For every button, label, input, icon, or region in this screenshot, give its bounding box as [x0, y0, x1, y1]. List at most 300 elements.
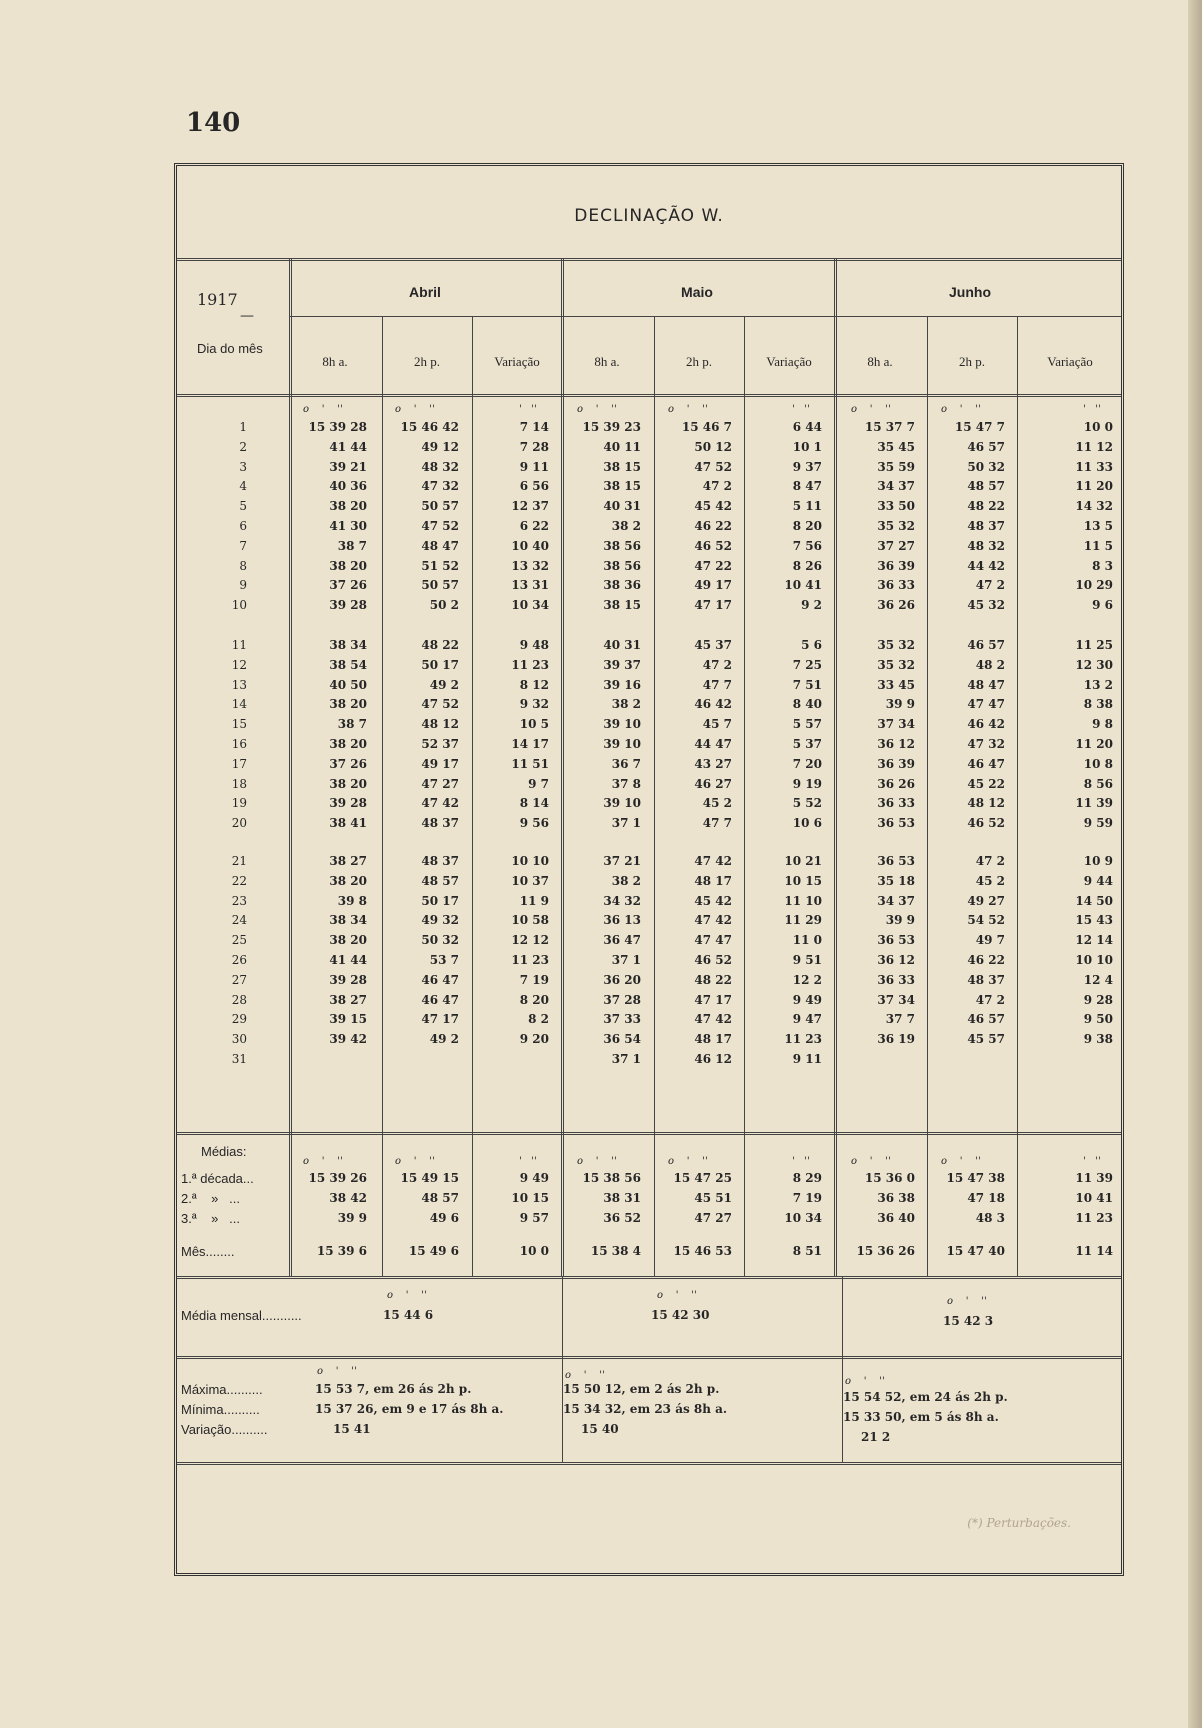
- cell-maio-a8: 36 7: [611, 756, 641, 771]
- cell-junho-a8: 36 53: [877, 816, 915, 831]
- cell-maio-a8: 36 13: [603, 913, 641, 928]
- media-abril-a8: 39 9: [337, 1211, 367, 1225]
- col-head-junho-2: Variação: [1047, 354, 1093, 369]
- cell-abril-p2: 49 17: [421, 756, 459, 771]
- cell-junho-p2: 47 47: [967, 697, 1005, 712]
- cell-abril-p2: 53 7: [429, 953, 459, 967]
- cell-maio-p2: 46 12: [694, 1052, 732, 1066]
- cell-abril-a8: 38 34: [329, 638, 367, 652]
- cell-maio-p2: 15 46 7: [681, 420, 732, 434]
- cell-maio-p2: 45 42: [694, 893, 732, 908]
- cell-maio-var: 8 47: [792, 479, 822, 494]
- cell-junho-p2: 46 57: [967, 638, 1005, 652]
- cell-abril-var: 7 19: [519, 972, 549, 987]
- media-junho-p2: 47 18: [967, 1191, 1005, 1205]
- cell-junho-var: 13 5: [1083, 519, 1113, 533]
- cell-abril-var: 10 58: [511, 913, 549, 928]
- cell-maio-var: 8 26: [792, 558, 822, 573]
- cell-junho-p2: 48 47: [967, 677, 1005, 692]
- cell-maio-var: 5 11: [792, 499, 822, 514]
- medias-unit-maio-2: ' '': [792, 1156, 810, 1167]
- table-frame: [174, 163, 1124, 1576]
- cell-abril-a8: 38 20: [329, 737, 367, 751]
- cell-abril-a8: 41 30: [329, 519, 367, 533]
- media-maio-a8: 15 38 4: [590, 1244, 641, 1258]
- cell-abril-a8: 38 7: [337, 717, 367, 732]
- cell-maio-var: 9 47: [792, 1012, 822, 1027]
- cell-maio-p2: 47 2: [702, 479, 732, 494]
- media-junho-p2: 48 3: [975, 1211, 1005, 1225]
- cell-abril-p2: 50 2: [429, 598, 459, 613]
- day-number: 13: [231, 677, 247, 692]
- mensal-bottom-rule: [177, 1356, 1121, 1359]
- day-number: 6: [239, 519, 247, 533]
- cell-junho-var: 9 8: [1092, 717, 1113, 732]
- cell-maio-p2: 45 2: [702, 796, 732, 811]
- cell-junho-var: 15 43: [1075, 913, 1113, 928]
- cell-abril-a8: 38 20: [329, 697, 367, 712]
- cell-junho-a8: 36 53: [877, 854, 915, 868]
- media-maio-p2: 47 27: [694, 1211, 732, 1225]
- cell-maio-p2: 45 42: [694, 499, 732, 514]
- cell-abril-var: 7 14: [519, 420, 549, 434]
- cell-maio-a8: 37 28: [603, 992, 641, 1007]
- day-number: 14: [231, 697, 247, 712]
- cell-maio-p2: 48 22: [694, 972, 732, 987]
- cell-junho-a8: 36 26: [877, 776, 915, 791]
- cell-junho-a8: 36 26: [877, 598, 915, 613]
- cell-maio-var: 6 44: [792, 420, 822, 434]
- cell-abril-a8: 37 26: [329, 756, 367, 771]
- cell-junho-p2: 45 32: [967, 598, 1005, 613]
- cell-abril-a8: 39 28: [329, 796, 367, 811]
- cell-maio-p2: 44 47: [694, 737, 732, 751]
- cell-abril-a8: 38 20: [329, 873, 367, 888]
- header-top-rule: [177, 258, 1121, 261]
- cell-junho-p2: 54 52: [967, 913, 1005, 928]
- year-label: 1917: [197, 290, 238, 309]
- medias-unit-junho-1: o ' '': [941, 1156, 981, 1167]
- cell-maio-a8: 37 1: [611, 816, 641, 831]
- day-number: 16: [231, 737, 247, 751]
- cell-maio-a8: 39 10: [603, 796, 641, 811]
- cell-abril-var: 10 34: [511, 598, 549, 613]
- cell-abril-var: 10 10: [511, 854, 549, 868]
- col-head-junho-0: 8h a.: [867, 354, 893, 369]
- cell-junho-p2: 48 22: [967, 499, 1005, 514]
- unit-abril-1: o ' '': [395, 404, 435, 415]
- cell-maio-a8: 37 1: [611, 1052, 641, 1066]
- cell-abril-a8: 15 39 28: [308, 420, 367, 434]
- cell-junho-var: 12 30: [1075, 657, 1113, 672]
- cell-abril-p2: 50 57: [421, 578, 459, 593]
- cell-maio-a8: 38 15: [603, 598, 641, 613]
- extremes-label: Mínima..........: [181, 1402, 260, 1417]
- cell-maio-a8: 37 8: [611, 776, 641, 791]
- cell-junho-var: 8 56: [1083, 776, 1113, 791]
- cell-maio-p2: 47 7: [702, 816, 732, 831]
- cell-abril-var: 8 2: [528, 1012, 549, 1027]
- media-maio-var: 10 34: [784, 1211, 822, 1225]
- bleed-through-note: (*) Perturbações.: [967, 1516, 1071, 1530]
- cell-maio-var: 7 20: [792, 756, 822, 771]
- cell-junho-var: 9 28: [1083, 992, 1113, 1007]
- cell-maio-var: 9 2: [801, 598, 822, 613]
- cell-junho-var: 12 4: [1083, 972, 1113, 987]
- cell-maio-a8: 38 15: [603, 459, 641, 474]
- cell-junho-var: 10 29: [1075, 578, 1113, 593]
- page-edge: [1188, 0, 1202, 1728]
- cell-abril-p2: 49 12: [421, 439, 459, 454]
- cell-junho-a8: 35 18: [877, 873, 915, 888]
- day-number: 30: [231, 1032, 247, 1047]
- cell-maio-var: 8 40: [792, 697, 822, 712]
- day-number: 15: [231, 717, 247, 732]
- cell-junho-a8: 39 9: [885, 913, 915, 928]
- cell-maio-var: 5 6: [801, 638, 822, 652]
- media-maio-var: 7 19: [792, 1191, 822, 1205]
- cell-maio-var: 10 41: [784, 578, 822, 593]
- cell-maio-p2: 48 17: [694, 873, 732, 888]
- extremes-maio: 15 50 12, em 2 ás 2h p.: [563, 1382, 720, 1396]
- cell-abril-a8: 38 54: [329, 657, 367, 672]
- day-column-label: Dia do mês: [197, 341, 263, 356]
- cell-maio-a8: 38 2: [611, 873, 641, 888]
- cell-abril-a8: 38 27: [329, 992, 367, 1007]
- media-junho-var: 11 14: [1075, 1244, 1113, 1258]
- days-bottom-rule: [177, 1132, 1121, 1135]
- media-junho-var: 11 39: [1075, 1171, 1113, 1185]
- cell-abril-p2: 48 37: [421, 816, 459, 831]
- day-number: 28: [231, 992, 247, 1007]
- col-rule-lower-1: [562, 1276, 563, 1462]
- cell-abril-a8: 39 28: [329, 598, 367, 613]
- media-junho-a8: 36 40: [877, 1211, 915, 1225]
- cell-maio-var: 8 20: [792, 519, 822, 533]
- media-maio-a8: 36 52: [603, 1211, 641, 1225]
- cell-junho-p2: 46 47: [967, 756, 1005, 771]
- cell-junho-a8: 36 39: [877, 756, 915, 771]
- cell-junho-var: 11 33: [1075, 459, 1113, 474]
- cell-abril-p2: 49 2: [429, 677, 459, 692]
- unit-junho-2: ' '': [1083, 404, 1101, 415]
- cell-abril-var: 10 40: [511, 538, 549, 553]
- day-number: 18: [231, 776, 247, 791]
- cell-abril-var: 9 48: [519, 638, 549, 652]
- cell-maio-p2: 46 42: [694, 697, 732, 712]
- day-number: 19: [231, 796, 247, 811]
- day-number: 27: [231, 972, 247, 987]
- cell-maio-var: 9 11: [792, 1052, 822, 1066]
- unit-abril-0: o ' '': [303, 404, 343, 415]
- medias-row-label: 2.ª » ...: [181, 1191, 241, 1206]
- media-maio-a8: 15 38 56: [582, 1171, 641, 1185]
- extremes-abril: 15 41: [333, 1422, 371, 1436]
- cell-maio-var: 11 29: [784, 913, 822, 928]
- cell-maio-p2: 46 22: [694, 519, 732, 533]
- cell-abril-a8: 41 44: [329, 953, 367, 967]
- cell-abril-a8: 39 21: [329, 459, 367, 474]
- cell-abril-a8: 38 41: [329, 816, 367, 831]
- media-abril-var: 10 0: [519, 1244, 549, 1258]
- unit-junho-0: o ' '': [851, 404, 891, 415]
- cell-abril-p2: 51 52: [421, 558, 459, 573]
- cell-maio-var: 5 37: [792, 737, 822, 751]
- medias-bottom-rule: [177, 1276, 1121, 1279]
- cell-abril-p2: 50 17: [421, 657, 459, 672]
- cell-abril-a8: 40 50: [329, 677, 367, 692]
- cell-maio-a8: 36 54: [603, 1032, 641, 1047]
- cell-abril-p2: 48 32: [421, 459, 459, 474]
- cell-junho-a8: 35 32: [877, 519, 915, 533]
- cell-junho-p2: 48 37: [967, 519, 1005, 533]
- cell-maio-a8: 36 20: [603, 972, 641, 987]
- extremes-maio: 15 34 32, em 23 ás 8h a.: [563, 1402, 728, 1416]
- cell-maio-p2: 47 42: [694, 1012, 732, 1027]
- cell-abril-p2: 48 22: [421, 638, 459, 652]
- cell-abril-a8: 37 26: [329, 578, 367, 593]
- cell-abril-p2: 47 52: [421, 697, 459, 712]
- cell-maio-a8: 40 31: [603, 638, 641, 652]
- cell-junho-a8: 36 53: [877, 933, 915, 948]
- extremes-bottom-rule: [177, 1462, 1121, 1465]
- cell-junho-p2: 47 2: [975, 854, 1005, 868]
- cell-maio-p2: 43 27: [694, 756, 732, 771]
- cell-maio-a8: 40 11: [603, 439, 641, 454]
- cell-junho-p2: 46 22: [967, 953, 1005, 967]
- col-head-abril-0: 8h a.: [322, 354, 348, 369]
- extremes-label: Variação..........: [181, 1422, 268, 1437]
- day-number: 1: [239, 420, 247, 434]
- media-abril-var: 10 15: [511, 1191, 549, 1205]
- medias-unit-abril-1: o ' '': [395, 1156, 435, 1167]
- extremes-abril: 15 37 26, em 9 e 17 ás 8h a.: [315, 1402, 504, 1416]
- cell-junho-var: 9 59: [1083, 816, 1113, 831]
- cell-junho-p2: 46 42: [967, 717, 1005, 732]
- cell-maio-a8: 37 21: [603, 854, 641, 868]
- cell-junho-var: 11 39: [1075, 796, 1113, 811]
- unit-maio-2: ' '': [792, 404, 810, 415]
- cell-junho-a8: 36 12: [877, 737, 915, 751]
- cell-maio-p2: 47 42: [694, 854, 732, 868]
- col-head-maio-0: 8h a.: [594, 354, 620, 369]
- media-junho-a8: 15 36 26: [856, 1244, 915, 1258]
- day-number: 8: [239, 558, 247, 573]
- cell-maio-a8: 39 37: [603, 657, 641, 672]
- cell-abril-a8: 38 20: [329, 933, 367, 948]
- cell-maio-a8: 38 15: [603, 479, 641, 494]
- cell-junho-p2: 45 2: [975, 873, 1005, 888]
- extremes-junho: 15 33 50, em 5 ás 8h a.: [843, 1410, 999, 1424]
- cell-junho-p2: 46 57: [967, 439, 1005, 454]
- day-number: 9: [239, 578, 247, 593]
- col-rule-lower-2: [842, 1276, 843, 1462]
- cell-maio-p2: 49 17: [694, 578, 732, 593]
- cell-junho-a8: 33 45: [877, 677, 915, 692]
- cell-abril-p2: 46 47: [421, 992, 459, 1007]
- day-number: 3: [239, 459, 247, 474]
- cell-abril-p2: 48 57: [421, 873, 459, 888]
- cell-maio-var: 10 1: [792, 439, 822, 454]
- cell-junho-a8: 35 32: [877, 638, 915, 652]
- media-mensal-junho: 15 42 3: [943, 1314, 994, 1328]
- cell-maio-var: 11 10: [784, 893, 822, 908]
- cell-maio-var: 11 0: [792, 933, 822, 948]
- media-mensal-maio: 15 42 30: [651, 1308, 710, 1322]
- cell-junho-a8: 35 59: [877, 459, 915, 474]
- cell-junho-var: 8 3: [1092, 558, 1113, 573]
- media-abril-a8: 15 39 26: [308, 1171, 367, 1185]
- cell-junho-a8: 36 19: [877, 1032, 915, 1047]
- cell-junho-a8: 15 37 7: [864, 420, 915, 434]
- media-junho-p2: 15 47 38: [946, 1171, 1005, 1185]
- cell-junho-a8: 33 50: [877, 499, 915, 514]
- medias-unit-maio-0: o ' '': [577, 1156, 617, 1167]
- media-maio-var: 8 51: [792, 1244, 822, 1258]
- cell-maio-var: 7 56: [792, 538, 822, 553]
- day-number: 21: [231, 854, 247, 868]
- extremes-label: Máxima..........: [181, 1382, 263, 1397]
- media-abril-p2: 49 6: [429, 1211, 459, 1225]
- cell-junho-a8: 34 37: [877, 893, 915, 908]
- cell-junho-var: 12 14: [1075, 933, 1113, 948]
- media-maio-a8: 38 31: [603, 1191, 641, 1205]
- cell-maio-a8: 38 2: [611, 697, 641, 712]
- extremes-junho: 21 2: [861, 1430, 891, 1444]
- cell-abril-var: 8 20: [519, 992, 549, 1007]
- media-abril-p2: 15 49 6: [408, 1244, 459, 1258]
- cell-maio-var: 10 15: [784, 873, 822, 888]
- cell-junho-p2: 48 12: [967, 796, 1005, 811]
- cell-maio-p2: 45 37: [694, 638, 732, 652]
- medias-unit-abril-0: o ' '': [303, 1156, 343, 1167]
- cell-abril-a8: 39 15: [329, 1012, 367, 1027]
- media-junho-var: 11 23: [1075, 1211, 1113, 1225]
- media-junho-var: 10 41: [1075, 1191, 1113, 1205]
- cell-abril-p2: 47 17: [421, 1012, 459, 1027]
- cell-abril-p2: 47 27: [421, 776, 459, 791]
- cell-maio-a8: 39 10: [603, 717, 641, 732]
- cell-maio-p2: 47 17: [694, 598, 732, 613]
- cell-abril-var: 9 7: [528, 776, 549, 791]
- cell-maio-a8: 40 31: [603, 499, 641, 514]
- cell-junho-var: 10 8: [1083, 756, 1113, 771]
- cell-abril-var: 12 12: [511, 933, 549, 948]
- unit-abril-2: ' '': [519, 404, 537, 415]
- extremes-junho: 15 54 52, em 24 ás 2h p.: [843, 1390, 1008, 1404]
- cell-maio-a8: 15 39 23: [582, 420, 641, 434]
- col-head-junho-1: 2h p.: [959, 354, 985, 369]
- cell-junho-a8: 37 34: [877, 992, 915, 1007]
- media-junho-p2: 15 47 40: [946, 1244, 1005, 1258]
- cell-junho-p2: 47 2: [975, 578, 1005, 593]
- cell-maio-a8: 39 16: [603, 677, 641, 692]
- cell-abril-var: 11 23: [511, 657, 549, 672]
- cell-abril-p2: 49 2: [429, 1032, 459, 1047]
- cell-junho-p2: 48 57: [967, 479, 1005, 494]
- day-number: 29: [231, 1012, 247, 1027]
- month-maio: Maio: [681, 284, 713, 300]
- media-mensal-label: Média mensal...........: [181, 1308, 302, 1323]
- mensal-units-maio: o ' '': [657, 1290, 697, 1301]
- day-number: 12: [231, 657, 247, 672]
- cell-maio-p2: 48 17: [694, 1032, 732, 1047]
- cell-maio-a8: 38 56: [603, 538, 641, 553]
- cell-junho-a8: 35 45: [877, 439, 915, 454]
- day-number: 26: [231, 953, 247, 967]
- day-number: 22: [231, 873, 247, 888]
- cell-abril-a8: 38 20: [329, 499, 367, 514]
- cell-junho-a8: 35 32: [877, 657, 915, 672]
- cell-junho-var: 11 20: [1075, 737, 1113, 751]
- cell-abril-var: 8 12: [519, 677, 549, 692]
- cell-abril-p2: 15 46 42: [400, 420, 459, 434]
- cell-junho-p2: 47 32: [967, 737, 1005, 751]
- cell-junho-var: 9 44: [1083, 873, 1113, 888]
- cell-maio-var: 10 6: [792, 816, 822, 831]
- day-number: 11: [231, 638, 247, 652]
- cell-maio-p2: 50 12: [694, 439, 732, 454]
- cell-maio-a8: 38 56: [603, 558, 641, 573]
- cell-junho-var: 9 6: [1092, 598, 1113, 613]
- extremes-maio: 15 40: [581, 1422, 619, 1436]
- medias-unit-maio-1: o ' '': [668, 1156, 708, 1167]
- cell-junho-a8: 36 39: [877, 558, 915, 573]
- cell-maio-var: 7 51: [792, 677, 822, 692]
- cell-abril-var: 11 23: [511, 953, 549, 967]
- medias-row-label: 3.ª » ...: [181, 1211, 241, 1226]
- cell-junho-var: 11 5: [1083, 538, 1113, 553]
- cell-abril-var: 6 56: [519, 479, 549, 494]
- cell-abril-a8: 38 34: [329, 913, 367, 928]
- extremes-units-maio: o ' '': [565, 1370, 605, 1381]
- cell-maio-p2: 47 42: [694, 913, 732, 928]
- day-number: 23: [231, 893, 247, 908]
- cell-junho-var: 11 20: [1075, 479, 1113, 494]
- cell-abril-p2: 46 47: [421, 972, 459, 987]
- unit-maio-1: o ' '': [668, 404, 708, 415]
- cell-abril-p2: 48 47: [421, 538, 459, 553]
- cell-junho-a8: 36 12: [877, 953, 915, 967]
- cell-abril-var: 10 5: [519, 717, 549, 732]
- cell-abril-var: 8 14: [519, 796, 549, 811]
- cell-maio-var: 9 51: [792, 953, 822, 967]
- cell-maio-a8: 34 32: [603, 893, 641, 908]
- media-abril-a8: 15 39 6: [316, 1244, 367, 1258]
- cell-abril-var: 6 22: [519, 519, 549, 533]
- cell-abril-var: 11 51: [511, 756, 549, 771]
- cell-maio-var: 9 19: [792, 776, 822, 791]
- cell-junho-p2: 45 22: [967, 776, 1005, 791]
- cell-abril-p2: 50 57: [421, 499, 459, 514]
- media-mensal-abril: 15 44 6: [383, 1308, 434, 1322]
- day-number: 5: [239, 499, 247, 514]
- cell-junho-p2: 48 32: [967, 538, 1005, 553]
- cell-maio-a8: 36 47: [603, 933, 641, 948]
- cell-abril-var: 9 20: [519, 1032, 549, 1047]
- media-abril-var: 9 57: [519, 1211, 549, 1225]
- cell-junho-p2: 48 37: [967, 972, 1005, 987]
- mensal-units-abril: o ' '': [387, 1290, 427, 1301]
- col-rule-junho-2: [1017, 316, 1018, 1276]
- cell-maio-a8: 38 36: [603, 578, 641, 593]
- cell-maio-p2: 45 7: [702, 717, 732, 732]
- month-junho: Junho: [949, 284, 991, 300]
- cell-junho-a8: 39 9: [885, 697, 915, 712]
- media-abril-p2: 48 57: [421, 1191, 459, 1205]
- cell-abril-p2: 47 42: [421, 796, 459, 811]
- page-number: 140: [186, 108, 241, 138]
